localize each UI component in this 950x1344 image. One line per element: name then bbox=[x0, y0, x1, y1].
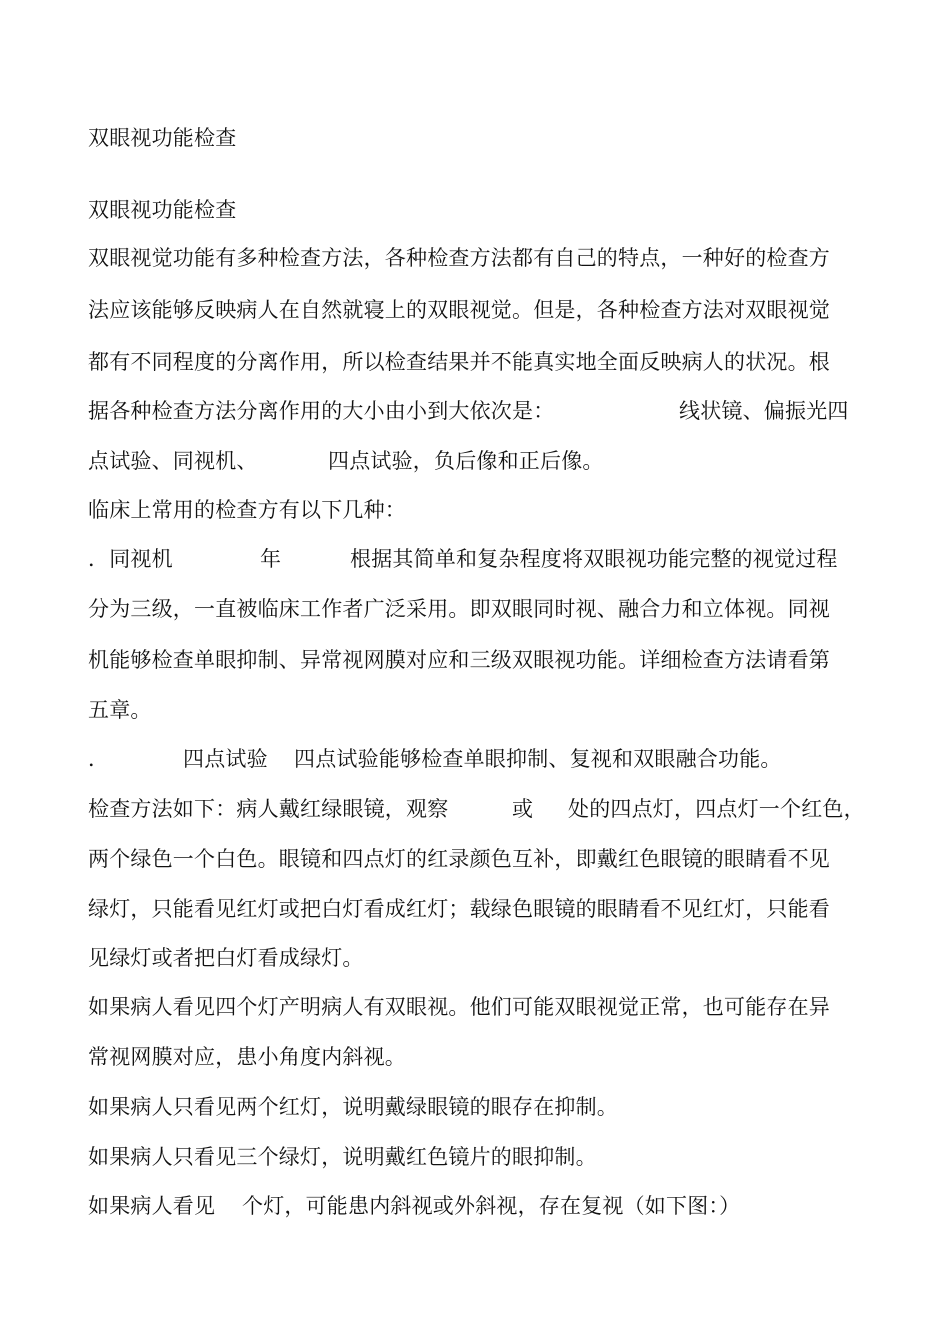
result3-line: 如果病人只看见三个绿灯，说明戴红色镜片的眼抑制。 bbox=[88, 1145, 597, 1169]
result1-line-1: 如果病人看见四个灯产明病人有双眼视。他们可能双眼视觉正常，也可能存在异 bbox=[88, 995, 830, 1019]
intro-line-5-part-a: 点试验、同视机、 bbox=[88, 449, 258, 473]
item2-line-2-part-b: 或 bbox=[512, 797, 534, 821]
header-title: 双眼视功能检查 bbox=[88, 126, 237, 150]
item2-bullet: ． bbox=[88, 747, 110, 771]
item2-line-4: 绿灯，只能看见红灯或把白灯看成红灯；载绿色眼镜的眼睛看不见红灯，只能看 bbox=[88, 897, 830, 921]
item1-line-4: 五章。 bbox=[88, 698, 152, 722]
item2-line-2-part-c: 处的四点灯，四点灯一个红色， bbox=[568, 797, 865, 821]
item2-line-2-part-a: 检查方法如下：病人戴红绿眼镜，观察 bbox=[88, 797, 449, 821]
intro-line-4 bbox=[88, 398, 868, 424]
result4-line bbox=[88, 1193, 868, 1219]
intro-line-4-part-a: 据各种检查方法分离作用的大小由小到大依次是： bbox=[88, 399, 555, 423]
item2-title: 四点试验 bbox=[183, 747, 268, 771]
item2-line-1-text: 四点试验能够检查单眼抑制、复视和双眼融合功能。 bbox=[294, 747, 782, 771]
intro-line-2: 法应该能够反映病人在自然就寝上的双眼视觉。但是，各种检查方法对双眼视觉 bbox=[88, 298, 830, 322]
item1-line-2: 分为三级，一直被临床工作者广泛采用。即双眼同时视、融合力和立体视。同视 bbox=[88, 597, 830, 621]
item1-line-3: 机能够检查单眼抑制、异常视网膜对应和三级双眼视功能。详细检查方法请看第 bbox=[88, 648, 830, 672]
common-methods-heading: 临床上常用的检查方有以下几种： bbox=[88, 498, 406, 522]
result4-part-b: 个灯，可能患内斜视或外斜视，存在复视（如下图：） bbox=[242, 1194, 741, 1218]
item1-title: ．同视机 bbox=[88, 547, 173, 571]
section-title: 双眼视功能检查 bbox=[88, 198, 237, 222]
result2-line: 如果病人只看见两个红灯，说明戴绿眼镜的眼存在抑制。 bbox=[88, 1095, 618, 1119]
item1-line-1 bbox=[88, 546, 868, 572]
result1-line-2: 常视网膜对应，患小角度内斜视。 bbox=[88, 1045, 406, 1069]
intro-line-4-part-b: 线状镜、偏振光四 bbox=[679, 399, 849, 423]
item2-line-5: 见绿灯或者把白灯看成绿灯。 bbox=[88, 946, 364, 970]
intro-line-5-part-b: 四点试验，负后像和正后像。 bbox=[328, 449, 604, 473]
item2-line-2 bbox=[88, 796, 868, 822]
item1-line-1-text: 根据其简单和复杂程度将双眼视功能完整的视觉过程 bbox=[350, 547, 838, 571]
intro-line-1: 双眼视觉功能有多种检查方法，各种检查方法都有自己的特点，一种好的检查方 bbox=[88, 246, 830, 270]
intro-line-5 bbox=[88, 448, 868, 474]
intro-line-3: 都有不同程度的分离作用，所以检查结果并不能真实地全面反映病人的状况。根 bbox=[88, 350, 830, 374]
item2-line-1 bbox=[88, 746, 868, 772]
item1-year: 年 bbox=[260, 547, 282, 571]
result4-part-a: 如果病人看见 bbox=[88, 1194, 216, 1218]
item2-line-3: 两个绿色一个白色。眼镜和四点灯的红录颜色互补，即戴红色眼镜的眼睛看不见 bbox=[88, 847, 830, 871]
